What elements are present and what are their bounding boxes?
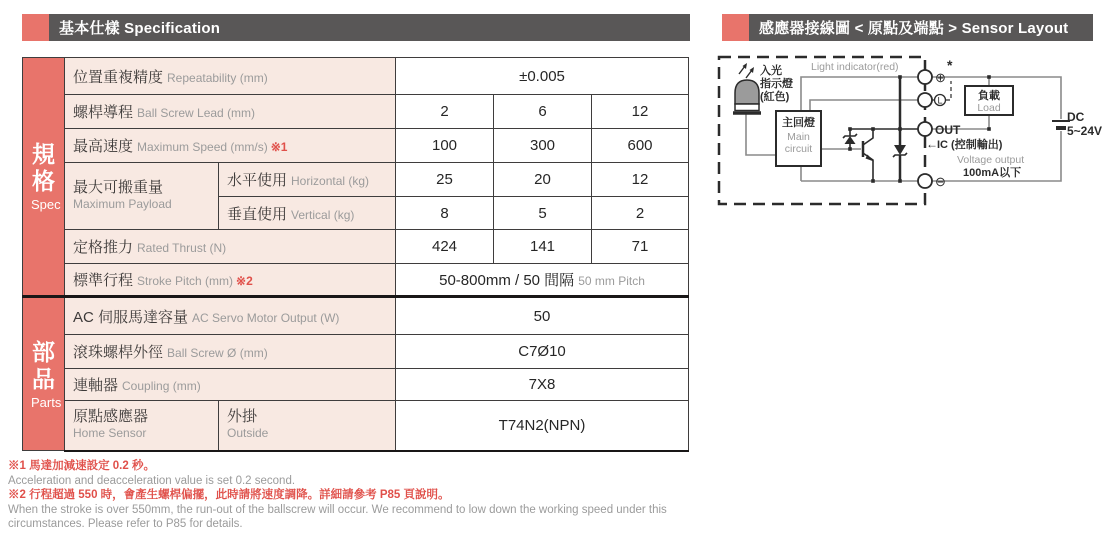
value-speed-3: 600	[592, 129, 689, 163]
section-label-parts: 部品 Parts	[23, 297, 65, 451]
table-row	[23, 163, 689, 197]
footnote-1-en: Acceleration and deacceleration value is set 0.2 second.	[8, 474, 296, 487]
row-label-servo-output: AC 伺服馬達容量 AC Servo Motor Output (W)	[65, 297, 396, 335]
main-circuit-label-en1: Main	[787, 131, 810, 143]
value-horizontal-3: 12	[592, 163, 689, 197]
value-horizontal-1: 25	[396, 163, 494, 197]
value-home-sensor: T74N2(NPN)	[396, 401, 689, 451]
dc-voltage-label: 5~24V	[1067, 124, 1103, 138]
row-label-ball-screw-lead: 螺桿導程 Ball Screw Lead (mm)	[65, 95, 396, 129]
l-terminal-symbol	[935, 95, 946, 106]
sensor-wiring-diagram	[713, 53, 1111, 221]
row-label-stroke-pitch: 標準行程 Stroke Pitch (mm) ※2	[65, 264, 396, 297]
value-thrust-1: 424	[396, 230, 494, 264]
table-row	[23, 369, 689, 401]
asterisk-mark: *	[947, 57, 953, 73]
row-label-repeatability: 位置重複精度 Repeatability (mm)	[65, 58, 396, 95]
ic-arrow: ←	[926, 137, 938, 151]
dc-label: DC	[1067, 110, 1085, 124]
table-row	[23, 129, 689, 163]
header-accent-square	[722, 14, 749, 41]
main-circuit-label-zh: 主回燈	[782, 117, 815, 129]
value-servo-output: 50	[396, 297, 689, 335]
value-thrust-3: 71	[592, 230, 689, 264]
value-lead-2: 6	[494, 95, 592, 129]
light-indicator-label: Light indicator(red)	[811, 61, 899, 73]
value-vertical-1: 8	[396, 197, 494, 230]
table-row	[23, 335, 689, 369]
row-label-coupling: 連軸器 Coupling (mm)	[65, 369, 396, 401]
main-circuit-label-en2: circuit	[784, 143, 813, 155]
value-thrust-2: 141	[494, 230, 592, 264]
minus-terminal-symbol: ⊖	[935, 174, 946, 189]
zener-diode-left-icon	[843, 129, 857, 149]
svg-text:L: L	[937, 95, 943, 106]
table-row	[23, 95, 689, 129]
table-row	[23, 401, 689, 451]
table-row	[23, 230, 689, 264]
value-vertical-2: 5	[494, 197, 592, 230]
specification-table	[22, 57, 689, 452]
footnotes	[8, 459, 698, 532]
value-speed-1: 100	[396, 129, 494, 163]
row-label-horizontal: 水平使用 Horizontal (kg)	[219, 163, 396, 197]
footnote-1-zh: ※1 馬達加減速設定 0.2 秒。	[8, 460, 155, 472]
value-speed-2: 300	[494, 129, 592, 163]
specification-title: 基本仕樣 Specification	[49, 14, 690, 41]
row-label-ball-screw-od: 滾珠螺桿外徑 Ball Screw Ø (mm)	[65, 335, 396, 369]
current-limit-label: 100mA以下	[963, 167, 1022, 179]
value-ball-screw-od: C7Ø10	[396, 335, 689, 369]
row-label-rated-thrust: 定格推力 Rated Thrust (N)	[65, 230, 396, 264]
transistor-icon	[863, 129, 874, 181]
load-label-zh: 負載	[978, 90, 1000, 102]
row-label-home-sensor-outside: 外掛 Outside	[219, 401, 396, 451]
value-vertical-3: 2	[592, 197, 689, 230]
out-terminal-label: OUT	[935, 123, 961, 137]
led-indicator-icon	[733, 63, 761, 113]
value-lead-1: 2	[396, 95, 494, 129]
footnote-2-en: When the stroke is over 550mm, the run-out of the ballscrew will occur. We recommend to low down the working speed under this circumstances. Please refer to P85 for details.	[8, 503, 667, 530]
header-accent-square	[22, 14, 49, 41]
led-label-3: (紅色)	[760, 91, 790, 103]
voltage-output-label: Voltage output	[957, 154, 1025, 166]
table-row	[23, 264, 689, 297]
value-lead-3: 12	[592, 95, 689, 129]
value-horizontal-2: 20	[494, 163, 592, 197]
value-repeatability: ±0.005	[396, 58, 689, 95]
load-label-en: Load	[977, 102, 1001, 114]
table-row	[23, 297, 689, 335]
led-label-1: 入光	[760, 65, 782, 77]
row-label-max-speed: 最高速度 Maximum Speed (mm/s) ※1	[65, 129, 396, 163]
sensor-layout-title: 感應器接線圖 < 原點及端點 > Sensor Layout	[749, 14, 1093, 41]
section-label-spec: 規格 Spec	[23, 58, 65, 297]
row-label-home-sensor: 原點感應器 Home Sensor	[65, 401, 219, 451]
row-label-vertical: 垂直使用 Vertical (kg)	[219, 197, 396, 230]
table-row	[23, 58, 689, 95]
value-coupling: 7X8	[396, 369, 689, 401]
value-stroke-pitch: 50-800mm / 50 間隔 50 mm Pitch	[396, 264, 689, 297]
ic-label: IC (控制輸出)	[937, 139, 1003, 151]
led-label-2: 指示燈	[760, 78, 793, 90]
row-label-max-payload: 最大可搬重量 Maximum Payload	[65, 163, 219, 230]
footnote-2-zh: ※2 行程超過 550 時，會產生螺桿偏擺，此時請將速度調降。詳細請參考 P85 頁說明。	[8, 489, 450, 501]
sensor-layout-header-bar	[722, 14, 1093, 41]
plus-terminal-symbol: ⊕	[935, 70, 946, 85]
specification-header-bar	[22, 14, 690, 41]
